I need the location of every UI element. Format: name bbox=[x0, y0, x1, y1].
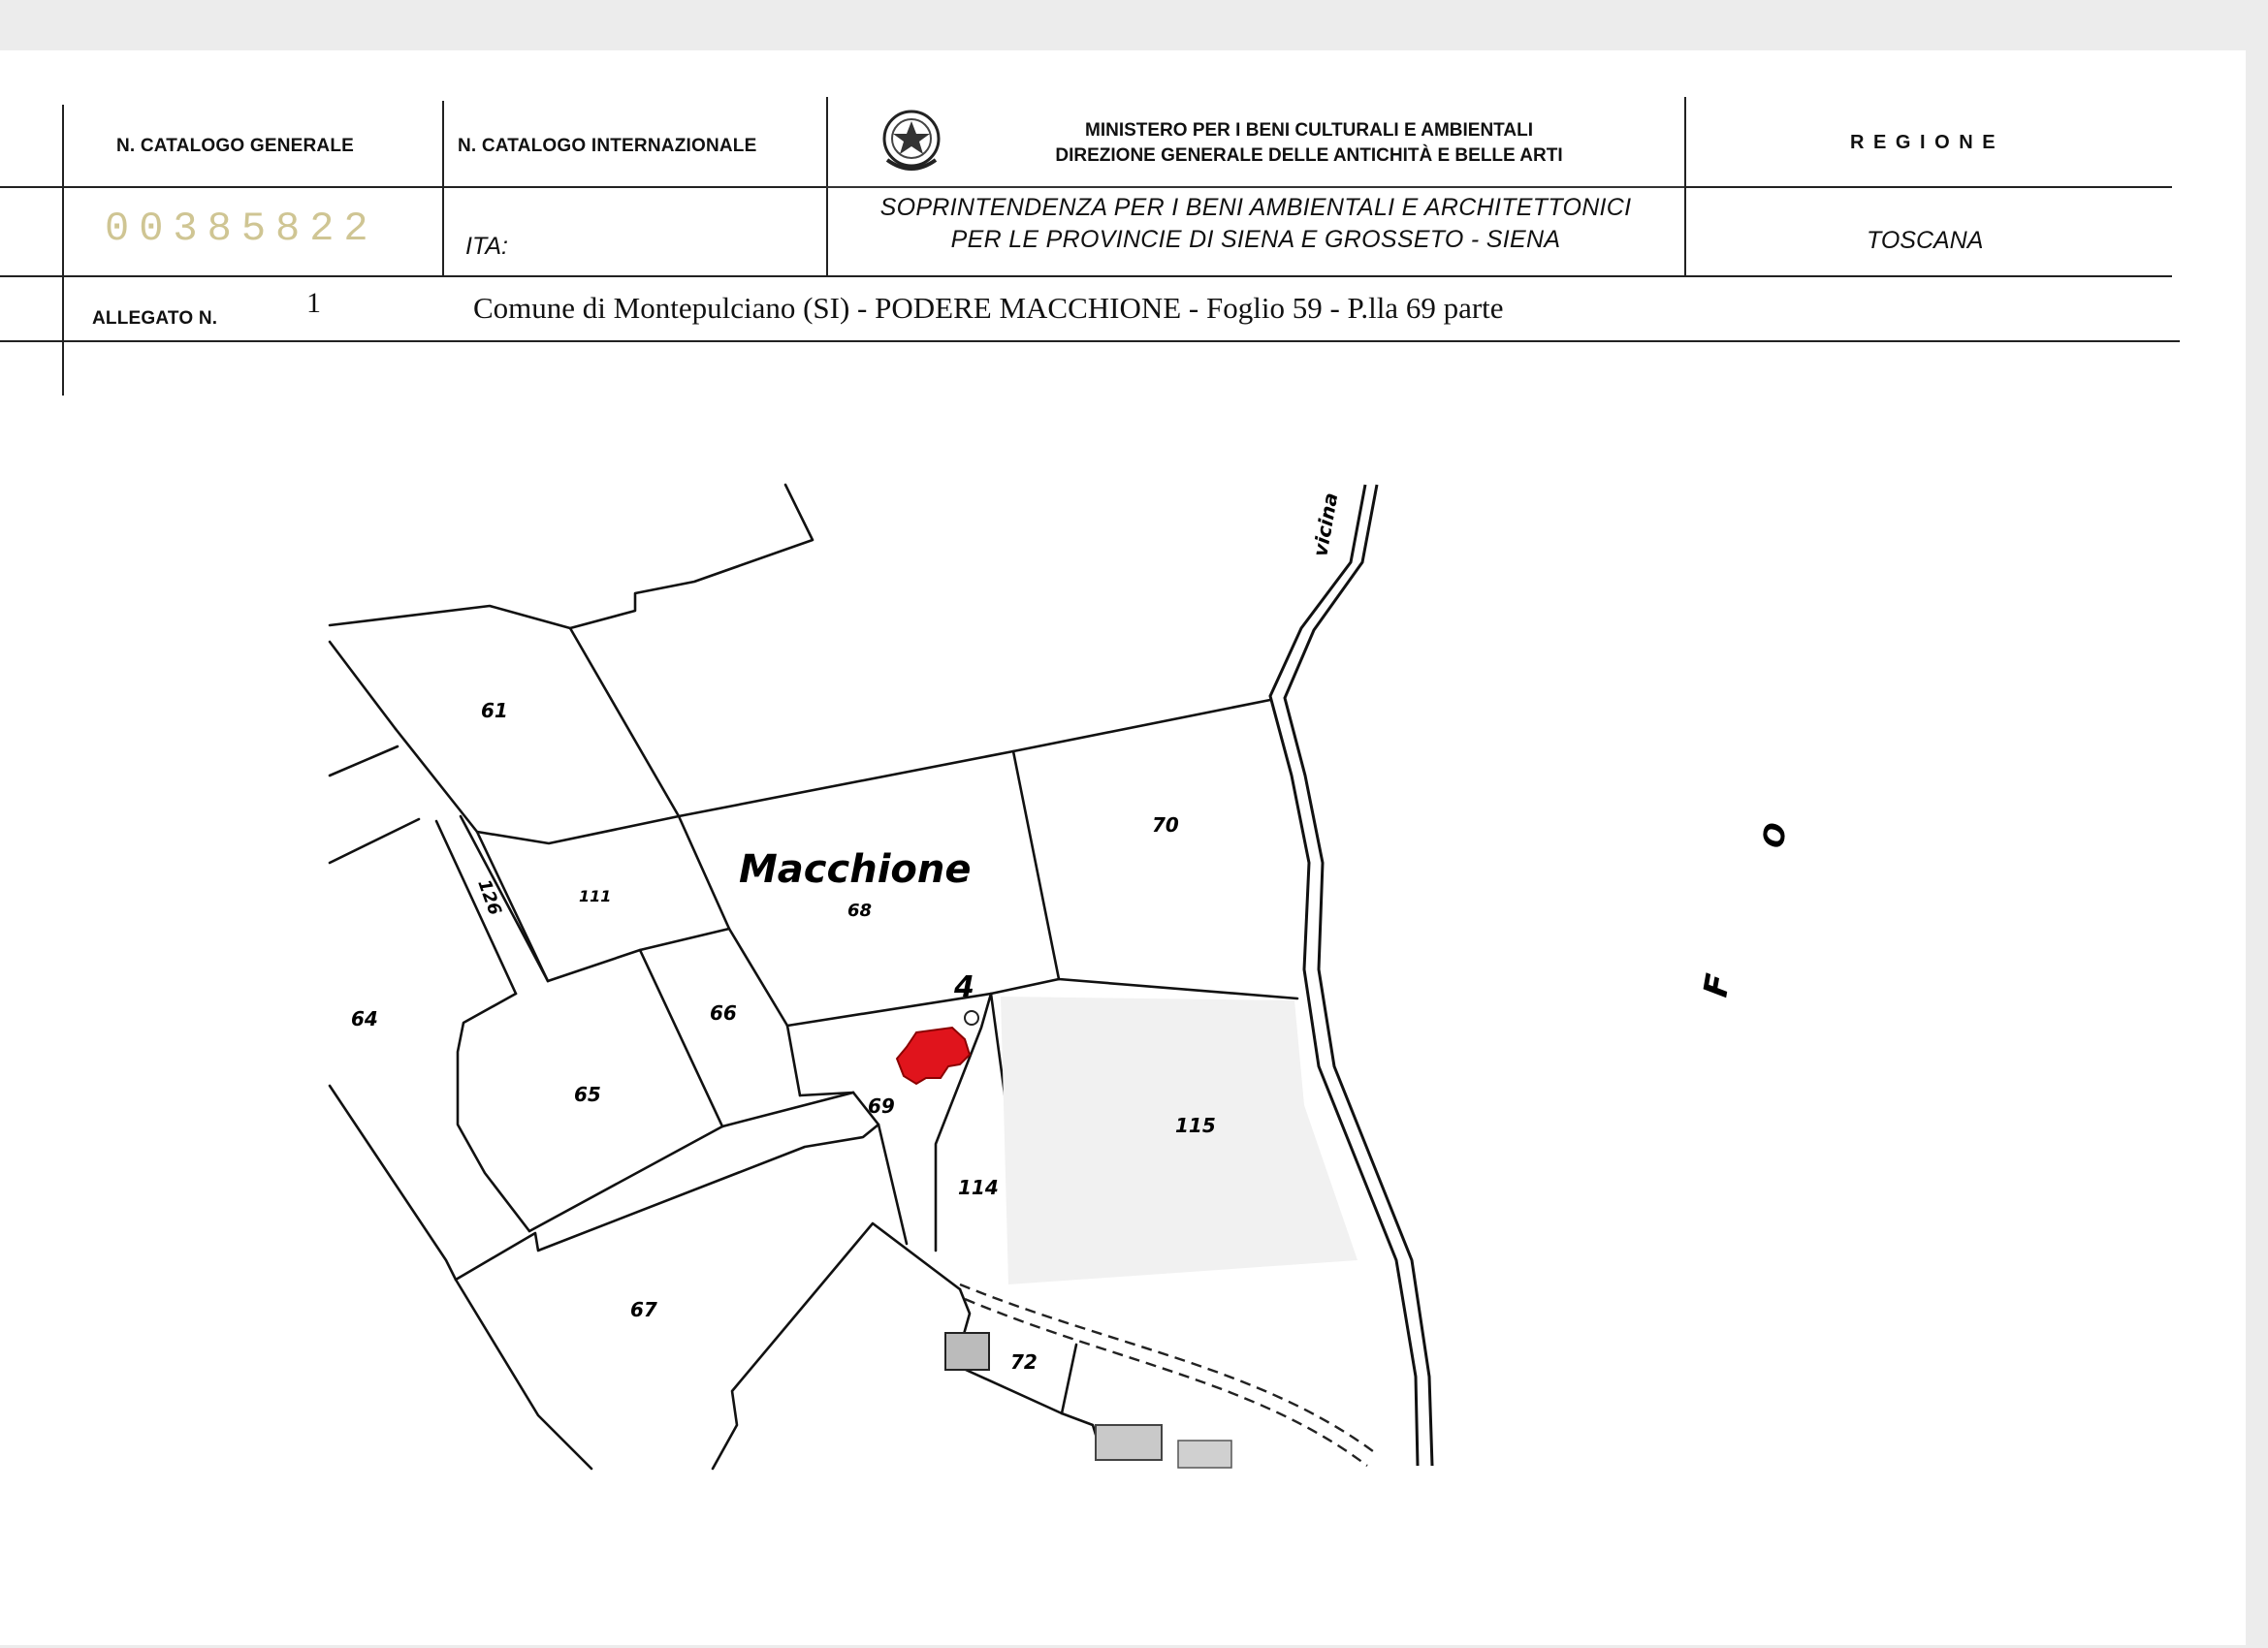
regione-value: TOSCANA bbox=[1867, 227, 1984, 254]
parcel-label-111: 111 bbox=[579, 887, 612, 905]
catalogo-internazionale-label: N. CATALOGO INTERNAZIONALE bbox=[458, 136, 757, 156]
cadastral-map bbox=[0, 50, 2246, 1645]
highlighted-building bbox=[897, 1028, 970, 1084]
parcel-label-65: 65 bbox=[574, 1083, 601, 1106]
marker-circle bbox=[965, 1011, 978, 1025]
catalogo-generale-label: N. CATALOGO GENERALE bbox=[116, 136, 355, 156]
parcel-label-72: 72 bbox=[1010, 1350, 1038, 1374]
catalogo-generale-stamp: 00385822 bbox=[105, 206, 378, 252]
parcel-label-67: 67 bbox=[630, 1298, 657, 1321]
parcel-label-70: 70 bbox=[1152, 813, 1179, 837]
parcel-boundaries bbox=[330, 485, 1297, 1469]
ministero-line-2: DIREZIONE GENERALE DELLE ANTICHITÀ E BELLE ARTI bbox=[1055, 145, 1563, 166]
label-f: F bbox=[1696, 970, 1739, 1000]
regione-label: R E G I O N E bbox=[1850, 132, 1997, 153]
soprintendenza-line-2: PER LE PROVINCIE DI SIENA E GROSSETO - SIENA bbox=[950, 226, 1561, 253]
place-name-macchione: Macchione bbox=[739, 847, 972, 892]
allegato-label: ALLEGATO N. bbox=[92, 308, 218, 329]
road-label: vicina bbox=[1308, 491, 1343, 558]
parcel-label-68: 68 bbox=[847, 901, 873, 921]
marker-label-4: 4 bbox=[954, 970, 974, 1004]
parcel-label-69: 69 bbox=[868, 1094, 895, 1118]
parcel-label-126: 126 bbox=[473, 876, 505, 919]
parcel-label-114: 114 bbox=[958, 1176, 999, 1199]
road-vicina bbox=[1270, 485, 1432, 1466]
parcel-label-64: 64 bbox=[351, 1007, 378, 1030]
soprintendenza-line-1: SOPRINTENDENZA PER I BENI AMBIENTALI E ARCHITETTONICI bbox=[879, 194, 1632, 221]
catalog-sheet bbox=[0, 50, 2246, 1645]
dashed-track bbox=[960, 1284, 1377, 1466]
parcel-label-61: 61 bbox=[481, 699, 508, 722]
parcel-label-66: 66 bbox=[710, 1001, 737, 1025]
parcel-label-115: 115 bbox=[1175, 1114, 1216, 1137]
label-o: O bbox=[1756, 820, 1795, 851]
catalogo-internazionale-value: ITA: bbox=[465, 233, 508, 260]
allegato-number: 1 bbox=[306, 287, 321, 319]
location-description: Comune di Montepulciano (SI) - PODERE MACCHIONE - Foglio 59 - P.lla 69 parte bbox=[473, 291, 1504, 325]
hatched-buildings bbox=[945, 1333, 1231, 1468]
ministero-line-1: MINISTERO PER I BENI CULTURALI E AMBIENTALI bbox=[1085, 120, 1533, 141]
parcel-115-tone bbox=[1001, 997, 1358, 1284]
